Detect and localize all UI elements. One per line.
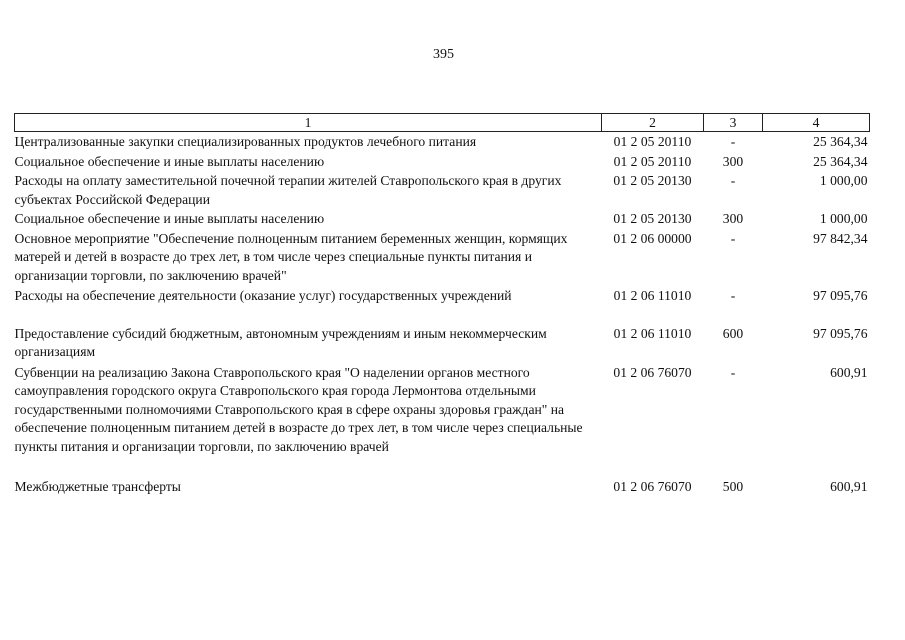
row-type: - [730,173,736,188]
row-type: - [730,364,736,380]
table-row [15,229,870,286]
header-col-4: 4 [763,114,870,132]
header-col-1: 1 [15,114,602,132]
row-code: 01 2 05 20130 [613,173,692,188]
row-name: Межбюджетные трансферты [14,478,181,494]
row-type: 300 [722,153,744,169]
row-amount: 25 364,34 [813,134,868,149]
header-row [15,114,870,132]
row-type: 300 [722,211,744,226]
row-type: 600 [722,325,744,341]
table-row [15,132,870,152]
row-amount: 97 095,76 [813,325,868,341]
page-number: 395 [433,47,454,62]
row-name: Расходы на оплату заместительной почечной терапии жителей Ставропольского края в других субъектах Российской Федерации [14,173,562,207]
header-col-3: 3 [704,114,763,132]
row-name: Субвенции на реализацию Закона Ставропольского края "О наделении органов местного самоуправления городского округа Ставропольского края города Лермонтова отдельными государственными полномочиями Ставропольского края в сфере охраны здоровья граждан" на обеспечение полноценным питанием детей в возрасте до трех лет, в том числе через специальные пункты питания и организации торговли, по заключению врачей [14,364,583,454]
row-code: 01 2 05 20130 [613,211,692,226]
row-amount: 1 000,00 [819,211,868,226]
row-code: 01 2 06 11010 [613,325,692,341]
row-type: - [730,287,736,303]
header-col-2: 2 [602,114,704,132]
row-type: - [730,134,736,149]
row-name: Предоставление субсидий бюджетным, автономным учреждениям и иным некоммерческим организациям [14,325,547,359]
row-name: Социальное обеспечение и иные выплаты населению [14,153,325,169]
row-code: 01 2 06 76070 [613,478,692,494]
row-type: 500 [722,478,744,494]
row-amount: 97 842,34 [813,230,868,246]
row-code: 01 2 06 76070 [613,364,692,380]
row-name: Расходы на обеспечение деятельности (оказание услуг) государственных учреждений [14,287,512,303]
table-row [15,324,870,363]
table-row [15,171,870,209]
budget-table [14,113,870,496]
row-name: Основное мероприятие "Обеспечение полноценным питанием беременных женщин, кормящих матерей и детей в возрасте до трех лет, в том числе через специальные пункты питания и организации торговли, по заключению врачей" [14,230,568,283]
table-row [15,209,870,229]
table-row [15,286,870,324]
row-amount: 1 000,00 [819,173,868,188]
row-amount: 600,91 [830,364,868,380]
row-name: Социальное обеспечение и иные выплаты населению [14,211,325,226]
row-amount: 25 364,34 [813,153,868,169]
row-amount: 97 095,76 [813,287,868,303]
table-row [15,477,870,497]
row-code: 01 2 06 11010 [613,287,692,303]
row-type: - [730,230,736,246]
table-row [15,363,870,477]
row-code: 01 2 05 20110 [613,134,692,149]
row-code: 01 2 05 20110 [613,153,692,169]
table-row [15,152,870,172]
row-amount: 600,91 [830,478,868,494]
row-name: Централизованные закупки специализированных продуктов лечебного питания [14,134,477,149]
row-code: 01 2 06 00000 [613,230,692,246]
